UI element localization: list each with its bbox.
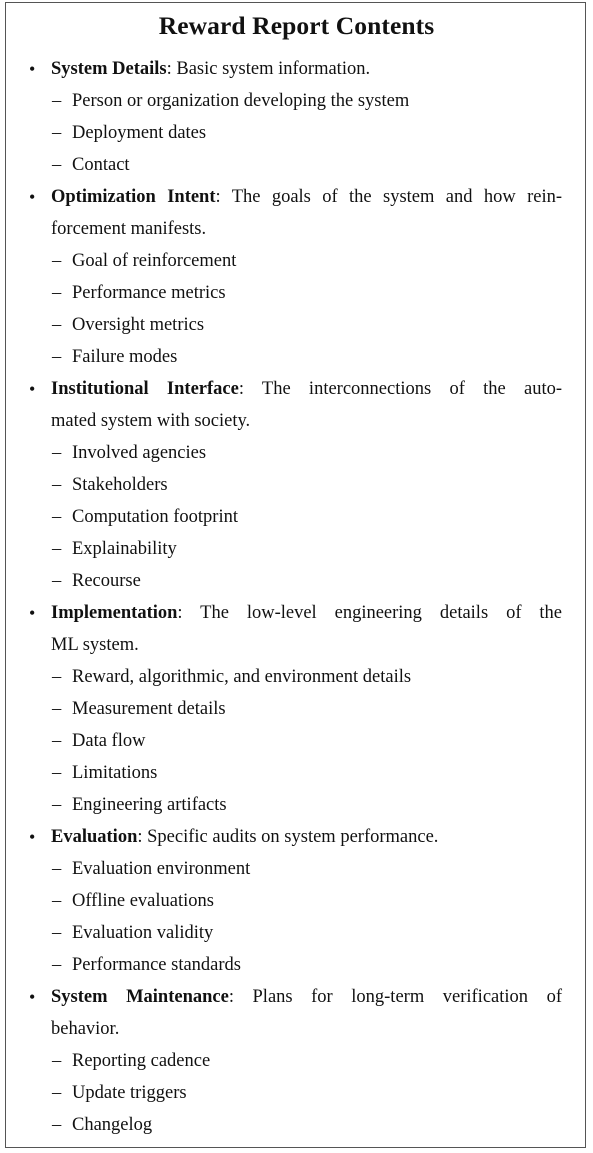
list-item-label: Changelog [72, 1115, 153, 1135]
list-item-label: Update triggers [72, 1083, 187, 1103]
list-item [0, 501, 593, 533]
dash-icon: – [52, 443, 62, 463]
section-description-continued: forcement manifests. [51, 219, 207, 239]
dash-icon: – [52, 795, 62, 815]
list-item [0, 85, 593, 117]
section-line [0, 373, 593, 405]
list-item-label: Recourse [72, 571, 141, 591]
list-item [0, 949, 593, 981]
list-item [0, 533, 593, 565]
list-item-label: Failure modes [72, 347, 178, 367]
list-item-label: Data flow [72, 731, 146, 751]
list-item-label: Deployment dates [72, 123, 207, 143]
section-description-continued: ML system. [51, 635, 139, 655]
list-item-label: Evaluation validity [72, 923, 214, 943]
bullet-icon: • [29, 59, 36, 79]
list-item-label: Computation footprint [72, 507, 238, 527]
list-item [0, 917, 593, 949]
list-item [0, 469, 593, 501]
list-item-label: Explainability [72, 539, 177, 559]
dash-icon: – [52, 91, 62, 111]
contents-list [0, 53, 593, 1141]
list-item-label: Reward, algorithmic, and environment details [72, 667, 412, 687]
dash-icon: – [52, 891, 62, 911]
dash-icon: – [52, 1115, 62, 1135]
dash-icon: – [52, 763, 62, 783]
section-line-continued [0, 1013, 593, 1045]
list-item-label: Engineering artifacts [72, 795, 227, 815]
section-description: : Plans for long-term verification of [228, 987, 562, 1007]
list-item-label: Goal of reinforcement [72, 251, 237, 271]
list-item [0, 1045, 593, 1077]
bullet-icon: • [29, 379, 36, 399]
list-item [0, 789, 593, 821]
list-item [0, 149, 593, 181]
section-description-continued: behavior. [51, 1019, 120, 1039]
dash-icon: – [52, 923, 62, 943]
section-heading: Implementation [51, 603, 178, 623]
dash-icon: – [52, 347, 62, 367]
section-description-continued: mated system with society. [51, 411, 251, 431]
section-summary [51, 53, 562, 85]
list-item [0, 437, 593, 469]
section-line [0, 181, 593, 213]
dash-icon: – [52, 123, 62, 143]
list-item [0, 245, 593, 277]
list-item-label: Limitations [72, 763, 158, 783]
dash-icon: – [52, 731, 62, 751]
dash-icon: – [52, 571, 62, 591]
section-summary [51, 981, 562, 1013]
dash-icon: – [52, 155, 62, 175]
bullet-icon: • [29, 603, 36, 623]
dash-icon: – [52, 315, 62, 335]
list-item-label: Performance metrics [72, 283, 226, 303]
list-item [0, 341, 593, 373]
section-heading: Evaluation [51, 827, 138, 847]
document-title: Reward Report Contents [158, 11, 435, 40]
section-summary [51, 821, 562, 853]
bullet-icon: • [29, 187, 36, 207]
list-item-label: Stakeholders [72, 475, 168, 495]
section-description: : The interconnections of the auto- [238, 379, 563, 399]
section-line-continued [0, 629, 593, 661]
section-line [0, 53, 593, 85]
section-description: : Basic system information. [166, 59, 371, 79]
dash-icon: – [52, 1051, 62, 1071]
section-line [0, 981, 593, 1013]
list-item-label: Offline evaluations [72, 891, 214, 911]
dash-icon: – [52, 859, 62, 879]
section-description: : Specific audits on system performance. [137, 827, 439, 847]
dash-icon: – [52, 1083, 62, 1103]
list-item-label: Contact [72, 155, 130, 175]
dash-icon: – [52, 475, 62, 495]
section-heading: Optimization Intent [51, 187, 216, 207]
bullet-icon: • [29, 987, 36, 1007]
list-item-label: Person or organization developing the system [72, 91, 410, 111]
dash-icon: – [52, 539, 62, 559]
section-heading: Institutional Interface [51, 379, 239, 399]
list-item-label: Involved agencies [72, 443, 207, 463]
list-item [0, 661, 593, 693]
section-line [0, 597, 593, 629]
dash-icon: – [52, 699, 62, 719]
section-description: : The goals of the system and how rein- [215, 187, 563, 207]
section-description: : The low-level engineering details of the [177, 603, 562, 623]
list-item [0, 309, 593, 341]
list-item [0, 885, 593, 917]
section-summary [51, 181, 562, 213]
section-heading: System Maintenance [51, 987, 229, 1007]
bullet-icon: • [29, 827, 36, 847]
list-item [0, 1109, 593, 1141]
section-summary [51, 597, 562, 629]
list-item [0, 757, 593, 789]
list-item-label: Evaluation environment [72, 859, 251, 879]
list-item-label: Reporting cadence [72, 1051, 211, 1071]
list-item [0, 117, 593, 149]
list-item [0, 277, 593, 309]
dash-icon: – [52, 283, 62, 303]
list-item [0, 565, 593, 597]
section-line-continued [0, 405, 593, 437]
list-item-label: Performance standards [72, 955, 242, 975]
list-item [0, 853, 593, 885]
list-item-label: Measurement details [72, 699, 226, 719]
dash-icon: – [52, 955, 62, 975]
section-summary [51, 373, 562, 405]
list-item-label: Oversight metrics [72, 315, 205, 335]
dash-icon: – [52, 667, 62, 687]
section-line-continued [0, 213, 593, 245]
dash-icon: – [52, 251, 62, 271]
list-item [0, 725, 593, 757]
section-heading: System Details [51, 59, 167, 79]
list-item [0, 1077, 593, 1109]
list-item [0, 693, 593, 725]
dash-icon: – [52, 507, 62, 527]
section-line [0, 821, 593, 853]
